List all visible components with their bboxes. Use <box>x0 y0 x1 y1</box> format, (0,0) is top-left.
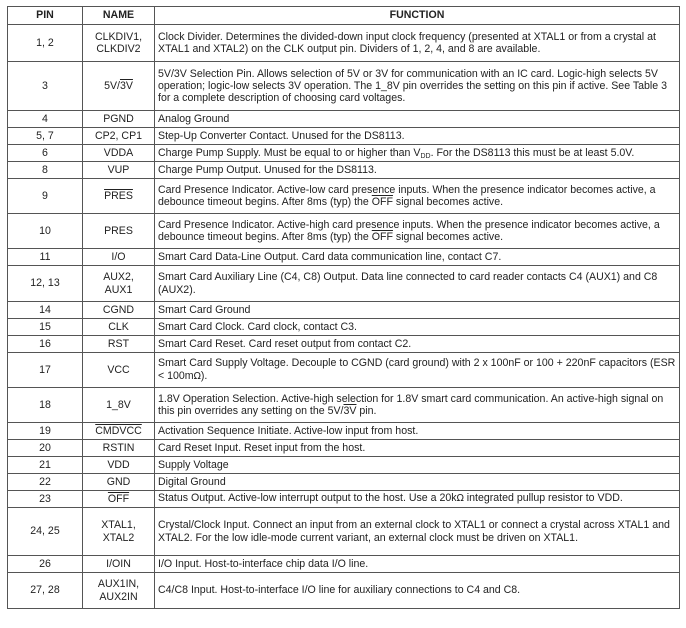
pin-function: Status Output. Active-low interrupt output to the host. Use a 20kΩ integrated pullup resistor to VDD. <box>155 491 680 508</box>
pin-number: 22 <box>8 474 83 491</box>
table-row <box>8 111 680 128</box>
pin-name: VDD <box>83 457 155 474</box>
table-row <box>8 388 680 423</box>
pin-name: CP2, CP1 <box>83 128 155 145</box>
pin-function: Charge Pump Output. Unused for the DS8113. <box>155 162 680 179</box>
pin-name: VCC <box>83 353 155 388</box>
pin-number: 24, 25 <box>8 508 83 556</box>
pin-number: 10 <box>8 214 83 249</box>
pin-name: PGND <box>83 111 155 128</box>
pin-function: 5V/3V Selection Pin. Allows selection of 5V or 3V for communication with an IC card. Logic-high selects 5V operation; logic-low selects 3V operation. The 1_8V pin overrides the setting on this pin if active. See Table 3 for a complete description of choosing card voltages. <box>155 62 680 111</box>
pin-name: 5V/3V <box>83 62 155 111</box>
pin-number: 8 <box>8 162 83 179</box>
table-row <box>8 474 680 491</box>
pin-name: CGND <box>83 302 155 319</box>
name-column-header: NAME <box>83 7 155 25</box>
pin-function: Smart Card Ground <box>155 302 680 319</box>
pin-description-table <box>7 6 680 609</box>
pin-number: 3 <box>8 62 83 111</box>
table-row <box>8 179 680 214</box>
pin-function: Smart Card Data-Line Output. Card data communication line, contact C7. <box>155 249 680 266</box>
pin-function: Clock Divider. Determines the divided-down input clock frequency (presented at XTAL1 or from a crystal at XTAL1 and XTAL2) on the CLK output pin. Dividers of 1, 2, 4, and 8 are available. <box>155 25 680 62</box>
pin-function: Supply Voltage <box>155 457 680 474</box>
pin-name: XTAL1, XTAL2 <box>83 508 155 556</box>
pin-number: 21 <box>8 457 83 474</box>
pin-function: Smart Card Clock. Card clock, contact C3. <box>155 319 680 336</box>
pin-name: RST <box>83 336 155 353</box>
pin-number: 17 <box>8 353 83 388</box>
pin-number: 23 <box>8 491 83 508</box>
pin-name: AUX2, AUX1 <box>83 266 155 302</box>
pin-number: 19 <box>8 423 83 440</box>
pin-function: Charge Pump Supply. Must be equal to or higher than $V_{DD}$. For the DS8113 this must be at least 5.0V. <box>155 145 680 162</box>
table-row <box>8 457 680 474</box>
pin-name: I/O <box>83 249 155 266</box>
pin-name: RSTIN <box>83 440 155 457</box>
table-row <box>8 266 680 302</box>
pin-function: Smart Card Auxiliary Line (C4, C8) Output. Data line connected to card reader contacts C4 (AUX1) and C8 (AUX2). <box>155 266 680 302</box>
table-row <box>8 556 680 573</box>
table-row <box>8 214 680 249</box>
table-row <box>8 319 680 336</box>
pin-name: PRES <box>83 214 155 249</box>
table-row <box>8 128 680 145</box>
pin-function: Analog Ground <box>155 111 680 128</box>
pin-name: VDDA <box>83 145 155 162</box>
pin-name: PRES <box>83 179 155 214</box>
pin-number: 1, 2 <box>8 25 83 62</box>
pin-function: Crystal/Clock Input. Connect an input from an external clock to XTAL1 or connect a crystal across XTAL1 and XTAL2. For the low idle-mode current variant, an external clock must be driven on XTAL1. <box>155 508 680 556</box>
table-row <box>8 25 680 62</box>
pin-name: VUP <box>83 162 155 179</box>
function-column-header: FUNCTION <box>155 7 680 25</box>
pin-number: 4 <box>8 111 83 128</box>
table-row <box>8 336 680 353</box>
table-row <box>8 573 680 609</box>
pin-function: 1.8V Operation Selection. Active-high selection for 1.8V smart card communication. An active-high signal on this pin overrides any setting on the 5V/3V pin. <box>155 388 680 423</box>
pin-number: 14 <box>8 302 83 319</box>
pin-number: 11 <box>8 249 83 266</box>
table-row <box>8 508 680 556</box>
table-row <box>8 302 680 319</box>
pin-name: CMDVCC <box>83 423 155 440</box>
table-header-row <box>8 7 680 25</box>
table-row <box>8 423 680 440</box>
pin-function: C4/C8 Input. Host-to-interface I/O line for auxiliary connections to C4 and C8. <box>155 573 680 609</box>
pin-name: 1_8V <box>83 388 155 423</box>
pin-function: Step-Up Converter Contact. Unused for the DS8113. <box>155 128 680 145</box>
pin-function: Digital Ground <box>155 474 680 491</box>
pin-number: 9 <box>8 179 83 214</box>
pin-function: Smart Card Reset. Card reset output from contact C2. <box>155 336 680 353</box>
table-row <box>8 162 680 179</box>
pin-function: Card Reset Input. Reset input from the host. <box>155 440 680 457</box>
pin-number: 18 <box>8 388 83 423</box>
pin-name: CLK <box>83 319 155 336</box>
table-row <box>8 62 680 111</box>
pin-name: $\overline{OFF}$ <box>83 491 155 508</box>
pin-number: 20 <box>8 440 83 457</box>
table-row <box>8 440 680 457</box>
table-row <box>8 353 680 388</box>
pin-function: Smart Card Supply Voltage. Decouple to CGND (card ground) with 2 x 100nF or 100 + 220nF capacitors (ESR < 100mΩ). <box>155 353 680 388</box>
pin-function: Card Presence Indicator. Active-high card presence inputs. When the presence indicator becomes active, a debounce timeout begins. After 8ms (typ) the $\overline{OFF}$ signal becomes active. <box>155 214 680 249</box>
table-row <box>8 491 680 508</box>
pin-function: I/O Input. Host-to-interface chip data I/O line. <box>155 556 680 573</box>
pin-number: 27, 28 <box>8 573 83 609</box>
table-row <box>8 249 680 266</box>
pin-number: 26 <box>8 556 83 573</box>
table-row <box>8 145 680 162</box>
pin-number: 16 <box>8 336 83 353</box>
pin-number: 6 <box>8 145 83 162</box>
pin-number: 5, 7 <box>8 128 83 145</box>
pin-name: AUX1IN, AUX2IN <box>83 573 155 609</box>
pin-name: I/OIN <box>83 556 155 573</box>
pin-function: Card Presence Indicator. Active-low card presence inputs. When the presence indicator becomes active, a debounce timeout begins. After 8ms (typ) the $\overline{OFF}$ signal becomes active. <box>155 179 680 214</box>
pin-number: 15 <box>8 319 83 336</box>
pin-function: Activation Sequence Initiate. Active-low input from host. <box>155 423 680 440</box>
pin-name: CLKDIV1, CLKDIV2 <box>83 25 155 62</box>
pin-column-header: PIN <box>8 7 83 25</box>
pin-number: 12, 13 <box>8 266 83 302</box>
pin-name: GND <box>83 474 155 491</box>
